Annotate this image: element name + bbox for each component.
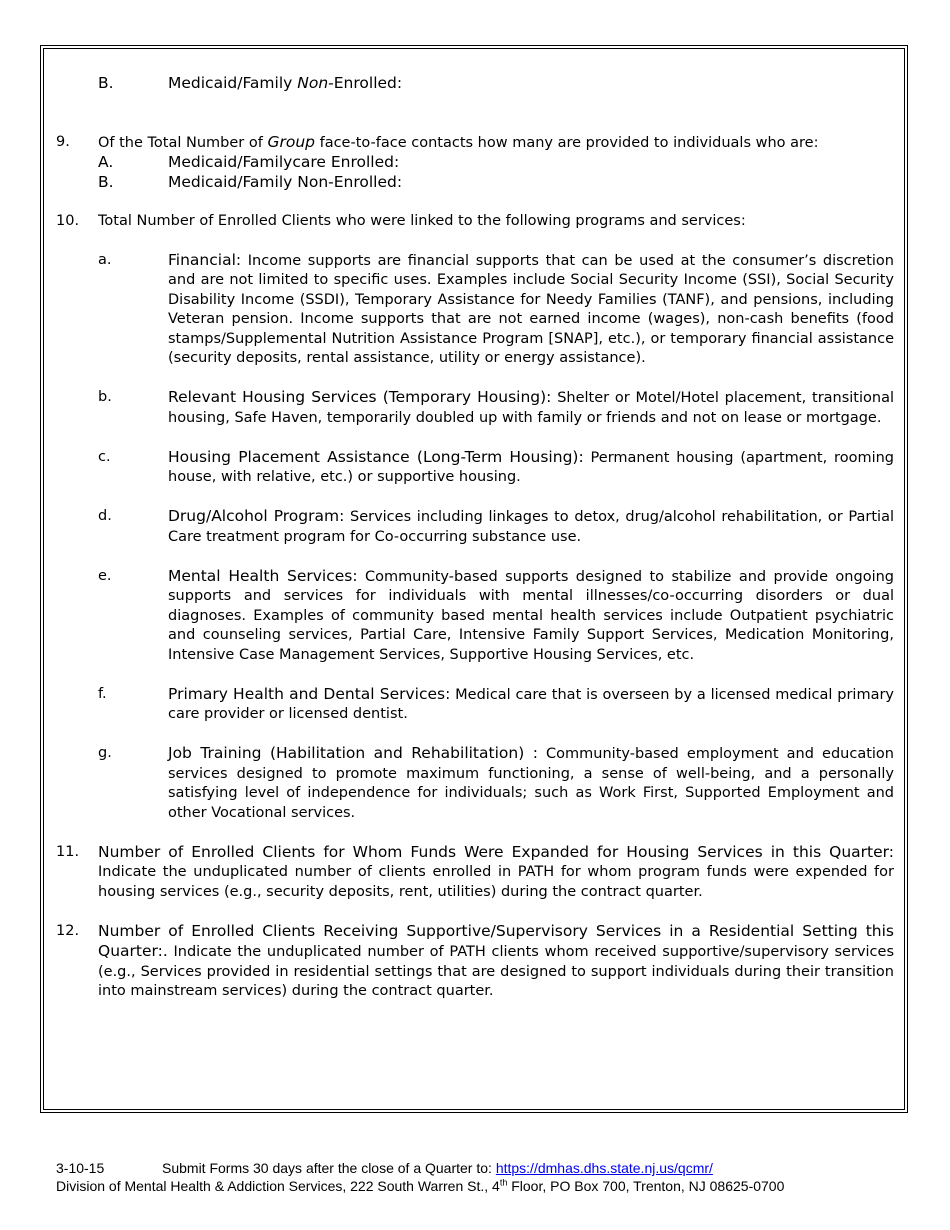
question-10: 10. Total Number of Enrolled Clients who were linked to the following programs and services: xyxy=(56,212,746,229)
footer-submit-link[interactable]: https://dmhas.dhs.state.nj.us/qcmr/ xyxy=(495,1160,713,1176)
sub-item-financial: a. Financial: Income supports are financial supports that can be used at the consumer’s discretion and are not limited to specific uses. Examples include Social Security Income (SSI), Social Security Disability Income (SSDI), Temporary Assistance for Needy Families (TANF), and pensions, including Veteran pension. Income supports that are not earned income (wages), non-cash benefits (food stamps/Supplemental Nutrition Assistance Program [SNAP], etc.), or temporary financial assistance (security deposits, rental assistance, utility or energy assistance). xyxy=(98,250,894,366)
footer-submit-text: Submit Forms 30 days after the close of a Quarter to: xyxy=(162,1160,496,1176)
question-9: 9. Of the Total Number of Group face-to-face contacts how many are provided to individuals who are: xyxy=(56,132,819,151)
page-footer xyxy=(56,1159,896,1195)
question-10-subitems xyxy=(56,251,894,824)
footer-address: Division of Mental Health & Addiction Services, 222 South Warren St., 4th Floor, PO Box 700, Trenton, NJ 08625-0700 xyxy=(56,1177,785,1194)
sub-item-drug-alcohol: d. Drug/Alcohol Program: Services including linkages to detox, drug/alcohol rehabilitation, or Partial Care treatment program for Co-occurring substance use. xyxy=(98,507,894,545)
sub-item-relevant-housing: b. Relevant Housing Services (Temporary Housing): Shelter or Motel/Hotel placement, transitional housing, Safe Haven, temporarily doubled up with family or friends and not on lease or mortgage. xyxy=(98,388,894,426)
form-instructions xyxy=(56,74,894,1002)
sub-item-mental-health: e. Mental Health Services: Community-based supports designed to stabilize and provide ongoing supports and services for individuals with mental illnesses/co-occurring disorders or dual diagnoses. Examples of community based mental health services include Outpatient psychiatric and counseling services, Partial Care, Intensive Family Support Services, Medication Monitoring, Intensive Case Management Services, Supportive Housing Services, etc. xyxy=(98,566,894,663)
item-b-non-enrolled: B. Medicaid/Family Non-Enrolled: xyxy=(98,74,403,92)
question-11: 11. Number of Enrolled Clients for Whom Funds Were Expanded for Housing Services in this Quarter: Indicate the unduplicated number of clients enrolled in PATH for whom program funds were expended for housing services (e.g., security deposits, rent, utilities) during the contract quarter. xyxy=(56,842,894,900)
sub-item-primary-health: f. Primary Health and Dental Services: Medical care that is overseen by a licensed medical primary care provider or licensed dentist. xyxy=(98,684,894,722)
sub-item-housing-placement: c. Housing Placement Assistance (Long-Term Housing): Permanent housing (apartment, rooming house, with relative, etc.) or supportive housing. xyxy=(98,447,894,485)
sub-item-job-training: g. Job Training (Habilitation and Rehabilitation) : Community-based employment and education services designed to promote maximum functioning, a sense of well-being, and a personally satisfying level of independence for individuals; such as Work First, Supported Employment and other Vocational services. xyxy=(98,744,894,821)
question-9-b: B. Medicaid/Family Non-Enrolled: xyxy=(98,172,403,191)
question-9-a: A. Medicaid/Familycare Enrolled: xyxy=(98,153,400,171)
footer-date: 3-10-15 xyxy=(56,1160,105,1176)
question-12: 12. Number of Enrolled Clients Receiving Supportive/Supervisory Services in a Residential Setting this Quarter:. Indicate the unduplicated number of PATH clients whom received supportive/supervisory services (e.g., Services provided in residential settings that are designed to support individuals during their transition into mainstream services) during the contract quarter. xyxy=(56,921,894,999)
footer-submit-line xyxy=(56,1159,896,1177)
